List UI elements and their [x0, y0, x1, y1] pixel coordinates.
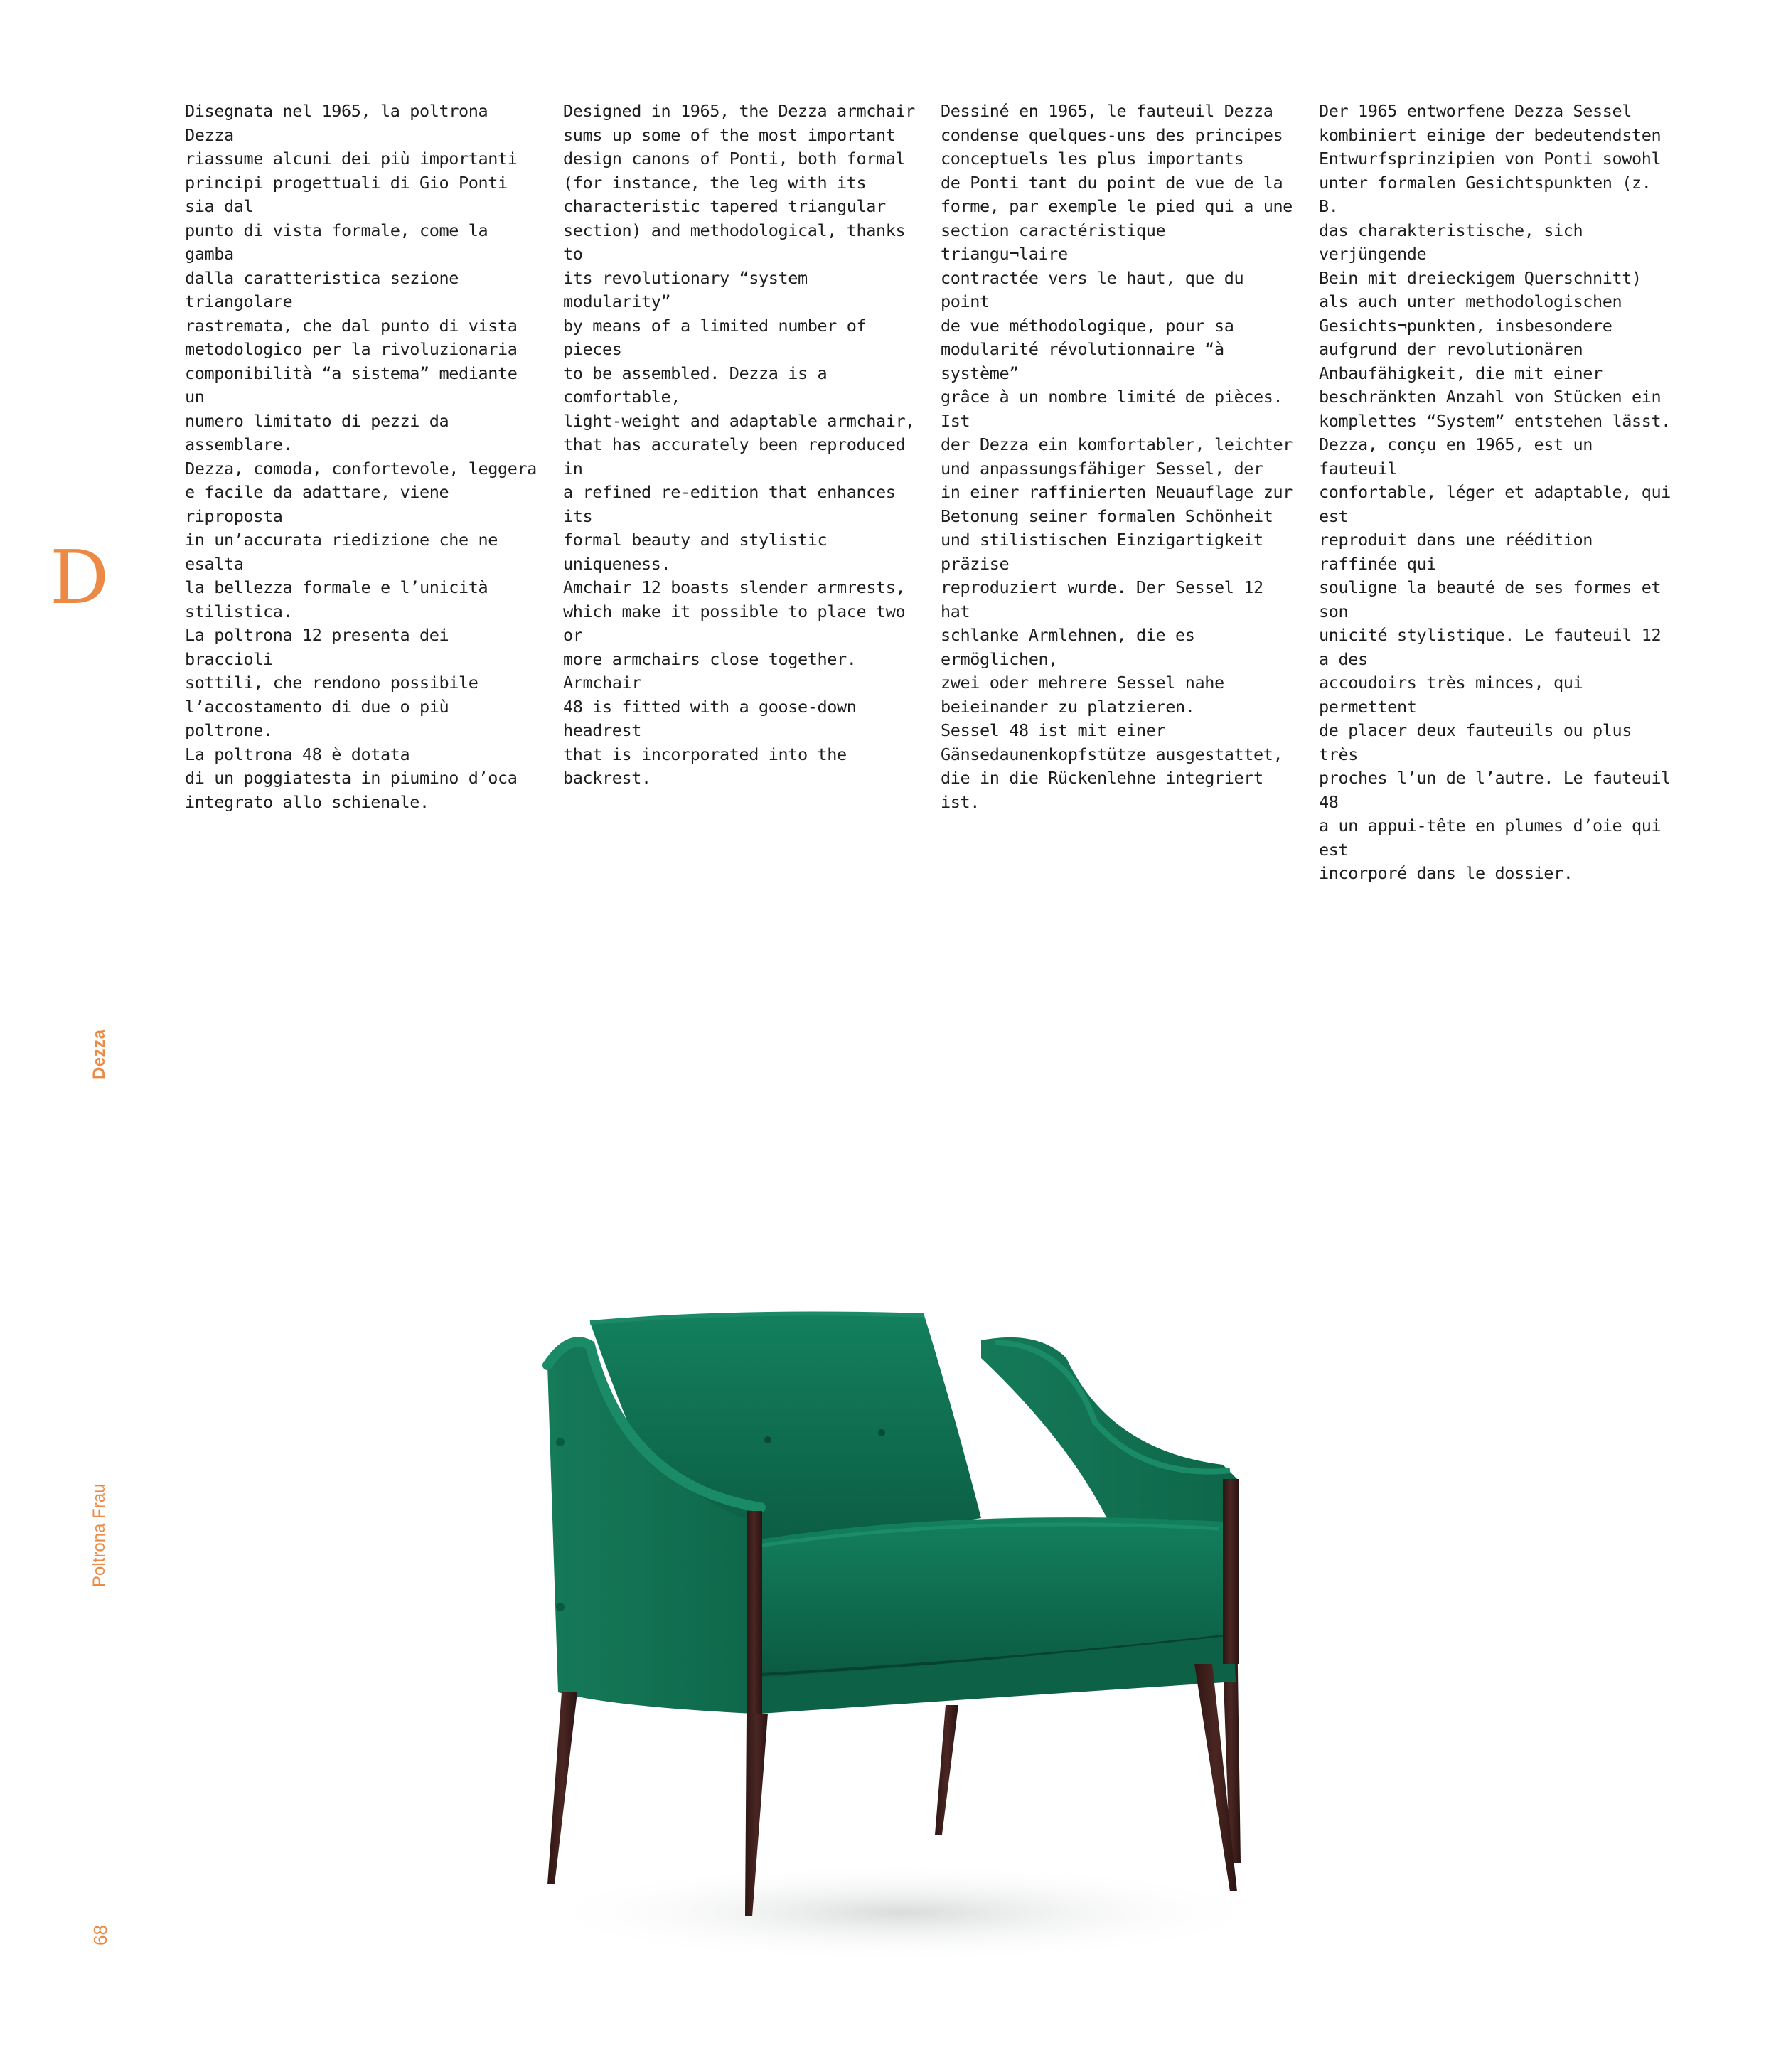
side-button	[556, 1603, 565, 1611]
arm-post-left	[747, 1511, 762, 1717]
button-tuft	[764, 1436, 771, 1443]
chair-shadow	[533, 1863, 1273, 1962]
dezza-armchair-photo	[526, 1266, 1301, 1970]
front-leg-mid	[547, 1692, 577, 1884]
back-leg-left	[935, 1705, 958, 1835]
side-button	[556, 1438, 565, 1446]
brand-name-vertical: Poltrona Frau	[90, 1483, 109, 1587]
italian-text-column: Disegnata nel 1965, la poltrona Dezza riassume alcuni dei più importanti principi progettuali di Gio Ponti sia dal punto di vista formale, come la gamba dalla caratteristica sezione triangolare rastremata, che dal punto di vista metodologico per la rivoluzionaria componibilità “a sistema” mediante un numero limitato di pezzi da assemblare. Dezza, comoda, confortevole, leggera e facile da adattare, viene riproposta in un’accurata riedizione che ne esalta la bellezza formale e l’unicità stilistica. La poltrona 12 presenta dei braccioli sottili, che rendono possibile l’accostamento di due o più poltrone. La poltrona 48 è dotata di un poggiatesta in piumino d’oca integrato allo schienale.	[185, 101, 537, 812]
german-french-text-column: Der 1965 entworfene Dezza Sessel kombiniert einige der bedeutendsten Entwurfsprinzipien von Ponti sowohl unter formalen Gesichtspunkten (z. B. das charakteristische, sich verjüngende Bein mit dreieckigem Querschnitt) als auch unter methodologischen Gesichts¬punkten, insbesondere aufgrund der revolutionären Anbaufähigkeit, die mit einer beschränkten Anzahl von Stücken ein komplettes “System” entstehen lässt. Dezza, conçu en 1965, est un fauteuil confortable, léger et adaptable, qui est reproduit dans une réédition raffinée qui souligne la beauté de ses formes et son unicité stylistique. Le fauteuil 12 a des accoudoirs très minces, qui permettent de placer deux fauteuils ou plus très proches l’un de l’autre. Le fauteuil 48 a un appui-tête en plumes d’oie qui est incorporé dans le dossier.	[1319, 101, 1671, 883]
button-tuft	[878, 1429, 885, 1436]
english-text-column: Designed in 1965, the Dezza armchair sums up some of the most important design canons of Ponti, both formal (for instance, the leg with its characteristic tapered triangular section) and methodological, thanks to its revolutionary “system modularity” by means of a limited number of pieces to be assembled. Dezza is a comfortable, light-weight and adaptable armchair, that has accurately been reproduced in a refined re-edition that enhances its formal beauty and stylistic uniqueness. Amchair 12 boasts slender armrests, which make it possible to place two or more armchairs close together. Armchair 48 is fitted with a goose-down headrest that is incorporated into the backrest.	[563, 101, 915, 788]
section-letter: D	[50, 534, 109, 621]
page-number: 68	[90, 1925, 111, 1945]
section-title-vertical: Dezza	[90, 1029, 109, 1079]
arm-post-right	[1223, 1479, 1239, 1664]
french-german-text-column: Dessiné en 1965, le fauteuil Dezza condense quelques-uns des principes conceptuels les plus importants de Ponti tant du point de vue de la forme, par exemple le pied qui a une section caractéristique triangu¬laire contractée vers le haut, que du point de vue méthodologique, pour sa modularité révolutionnaire “à système” grâce à un nombre limité de pièces. Ist der Dezza ein komfortabler, leichter und anpassungsfähiger Sessel, der in einer raffinierten Neuauflage zur Betonung seiner formalen Schönheit und stilistischen Einzigartigkeit präzise reproduziert wurde. Der Sessel 12 hat schlanke Armlehnen, die es ermöglichen, zwei oder mehrere Sessel nahe beieinander zu platzieren. Sessel 48 ist mit einer Gänsedaunenkopfstütze ausgestattet, die in die Rückenlehne integriert ist.	[941, 101, 1293, 812]
